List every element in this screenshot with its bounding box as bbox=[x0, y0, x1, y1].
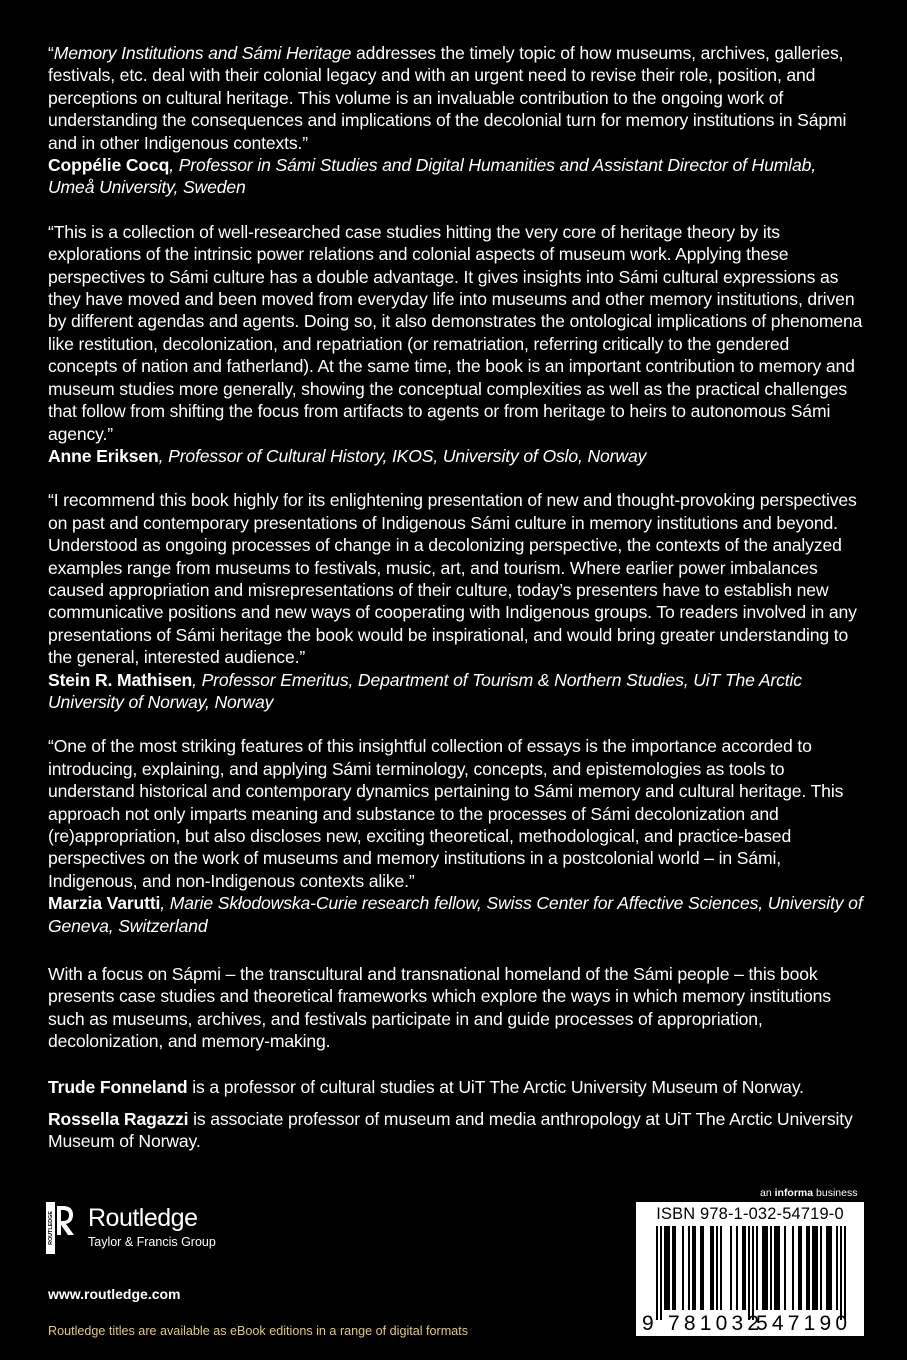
author-name: Rossella Ragazzi bbox=[48, 1109, 189, 1130]
barcode-bar bbox=[806, 1226, 808, 1310]
ebook-note: Routledge titles are available as eBook editions in a range of digital formats bbox=[48, 1324, 469, 1338]
barcode-bar bbox=[828, 1226, 830, 1310]
barcode-digits bbox=[636, 1312, 864, 1334]
blurb-4 bbox=[48, 735, 863, 937]
barcode-bar bbox=[712, 1226, 714, 1310]
blurb-quote: “I recommend this book highly for its enlightening presentation of new and thought-provoking perspectives on past and contemporary presentations of Indigenous Sámi culture in memory institutions and beyond. Understood as ongoing processes of change in a decolonizing perspective, the contexts of the analyzed examples range from museums to festivals, music, art, and tourism. Where earlier power imbalances caused appropriation and misrepresentations of their culture, today’s presenters have to establish new communicative positions and new ways of cooperating with Indigenous groups. To readers involved in any presentations of Sámi heritage the book would be inspirational, and would bring greater understanding to the general, interested audience.” bbox=[48, 490, 857, 668]
reviewer-name: Marzia Varutti bbox=[48, 893, 161, 914]
barcode-bar bbox=[674, 1226, 676, 1310]
blurb-1 bbox=[48, 42, 863, 199]
barcode-bar bbox=[812, 1226, 814, 1310]
isbn-barcode bbox=[636, 1202, 864, 1336]
barcode-bar bbox=[736, 1226, 738, 1310]
publisher-logo bbox=[46, 1202, 286, 1254]
blurb-attribution bbox=[48, 892, 863, 937]
reviewer-name: Coppélie Cocq bbox=[48, 155, 170, 176]
back-cover-text bbox=[48, 42, 863, 1153]
author-name: Trude Fonneland bbox=[48, 1076, 188, 1097]
barcode-bar bbox=[720, 1226, 722, 1310]
barcode-bar bbox=[762, 1226, 764, 1310]
barcode-bar bbox=[776, 1226, 778, 1310]
barcode-bar bbox=[730, 1226, 732, 1310]
author-bio-2 bbox=[48, 1108, 863, 1153]
barcode-bar bbox=[800, 1226, 802, 1310]
barcode-left-group: 781032 bbox=[668, 1312, 764, 1335]
blurb-attribution bbox=[48, 154, 863, 199]
barcode-bar bbox=[808, 1226, 810, 1310]
barcode-bar bbox=[742, 1226, 744, 1310]
barcode-bar bbox=[830, 1226, 832, 1310]
informa-tagline: an informa business bbox=[760, 1187, 858, 1199]
barcode-bar bbox=[778, 1226, 780, 1310]
barcode-bar bbox=[700, 1226, 702, 1310]
isbn-label: ISBN 978-1-032-54719-0 bbox=[656, 1205, 844, 1223]
description-text: With a focus on Sápmi – the transcultural and transnational homeland of the Sámi people – this book presents case studies and theoretical frameworks which explore the ways in which memory institutions such as museums, archives, and festivals participate in and guide processes of appropriation, decolonization, and memory-making. bbox=[48, 964, 831, 1052]
barcode-bar bbox=[710, 1226, 712, 1310]
barcode-bar bbox=[748, 1226, 750, 1320]
barcode-bar bbox=[840, 1226, 842, 1320]
barcode-bar bbox=[702, 1226, 704, 1310]
publisher-group: Taylor & Francis Group bbox=[88, 1235, 216, 1249]
barcode-bar bbox=[668, 1226, 670, 1310]
barcode-bar bbox=[672, 1226, 674, 1310]
blurb-quote: “Memory Institutions and Sámi Heritage addresses the timely topic of how museums, archives, galleries, festivals, etc. deal with their colonial legacy and with an urgent need to revise their role, position, and perceptions on cultural heritage. This volume is an invaluable contribution to the ongoing work of understanding the consequences and implications of the decolonial turn for memory institutions in Sápmi and in other Indigenous contexts.” bbox=[48, 43, 847, 153]
barcode-bar bbox=[774, 1226, 776, 1310]
author-bio-text: is a professor of cultural studies at UiT The Arctic University Museum of Norway. bbox=[187, 1076, 804, 1097]
barcode-bar bbox=[656, 1226, 658, 1320]
barcode-bar bbox=[660, 1226, 662, 1320]
barcode-bar bbox=[826, 1226, 828, 1310]
author-bio-text: is associate professor of museum and media anthropology at UiT The Arctic University Museum of Norway. bbox=[48, 1109, 853, 1152]
barcode-bar bbox=[744, 1226, 746, 1310]
barcode-bar bbox=[816, 1226, 818, 1310]
author-bio-1 bbox=[48, 1076, 863, 1098]
reviewer-role: , Professor of Cultural History, IKOS, University of Oslo, Norway bbox=[158, 445, 647, 466]
blurb-attribution bbox=[48, 669, 863, 714]
barcode-bar bbox=[792, 1226, 794, 1310]
logo-vertical-text: ROUTLEDGE bbox=[47, 1211, 54, 1245]
barcode-bar bbox=[692, 1226, 694, 1310]
blurb-3 bbox=[48, 489, 863, 713]
barcode-bar bbox=[682, 1226, 684, 1310]
barcode-bar bbox=[820, 1226, 822, 1310]
barcode-bar bbox=[784, 1226, 786, 1310]
barcode-lead-digit: 9 bbox=[642, 1312, 654, 1335]
publisher-name: Routledge bbox=[88, 1204, 198, 1232]
informa-brand: informa bbox=[774, 1187, 814, 1199]
blurb-2 bbox=[48, 221, 863, 467]
book-title: Memory Institutions and Sámi Heritage bbox=[53, 43, 352, 63]
barcode-bar bbox=[844, 1226, 846, 1320]
barcode-bar bbox=[756, 1226, 758, 1310]
barcode-bar bbox=[836, 1226, 838, 1310]
barcode-bar bbox=[798, 1226, 800, 1310]
routledge-r-icon bbox=[46, 1202, 76, 1254]
reviewer-role: , Professor in Sámi Studies and Digital Humanities and Assistant Director of Humlab, Umeå University, Sweden bbox=[48, 155, 817, 198]
barcode-bar bbox=[770, 1226, 772, 1310]
reviewer-name: Anne Eriksen bbox=[48, 445, 159, 466]
publisher-website[interactable]: www.routledge.com bbox=[48, 1286, 181, 1302]
reviewer-role: , Marie Skłodowska-Curie research fellow, Swiss Center for Affective Sciences, University of Geneva, Switzerland bbox=[48, 893, 863, 936]
barcode-bar bbox=[752, 1226, 754, 1320]
barcode-bar bbox=[664, 1226, 666, 1310]
reviewer-name: Stein R. Mathisen bbox=[48, 669, 193, 690]
barcode-bar bbox=[694, 1226, 696, 1310]
blurb-quote: “One of the most striking features of this insightful collection of essays is the importance accorded to introducing, explaining, and applying Sámi terminology, concepts, and epistemologies as tools to understand historical and contemporary dynamics pertaining to Sámi memory and cultural heritage. This approach not only imparts meaning and substance to the processes of Sámi decolonization and (re)appropriation, but also discloses new, exciting theoretical, methodological, and practice-based perspectives on the work of museums and memory institutions in a postcolonial world – in Sámi, Indigenous, and non-Indigenous contexts alike.” bbox=[48, 736, 844, 891]
barcode-bar bbox=[814, 1226, 816, 1310]
blurb-quote: “This is a collection of well-researched case studies hitting the very core of heritage theory by its explorations of the intrinsic power relations and colonial aspects of museum work. Applying these perspectives to Sámi culture has a double advantage. It gives insights into Sámi cultural expressions as they have moved and been moved from everyday life into museums and other memory institutions, driven by different agendas and agents. Doing so, it also demonstrates the ontological implications of phenomena like restitution, decolonization, and repatriation (or rematriation, referring critically to the gendered concepts of nation and fatherland). At the same time, the book is an important contribution to memory and museum studies more generally, showing the conceptual complexities as well as the practical challenges that follow from shifting the focus from artifacts to agents or from heritage to heirs to autonomous Sámi agency.” bbox=[48, 221, 863, 444]
barcode-bar bbox=[766, 1226, 768, 1310]
barcode-bar bbox=[716, 1226, 718, 1310]
book-description bbox=[48, 963, 863, 1053]
barcode-bar bbox=[666, 1226, 668, 1310]
reviewer-role: , Professor Emeritus, Department of Tourism & Northern Studies, UiT The Arctic University of Norway, Norway bbox=[48, 669, 802, 712]
blurb-attribution bbox=[48, 445, 863, 467]
barcode-bar bbox=[764, 1226, 766, 1310]
barcode-right-group: 547190 bbox=[756, 1312, 852, 1335]
barcode-bar bbox=[688, 1226, 690, 1310]
